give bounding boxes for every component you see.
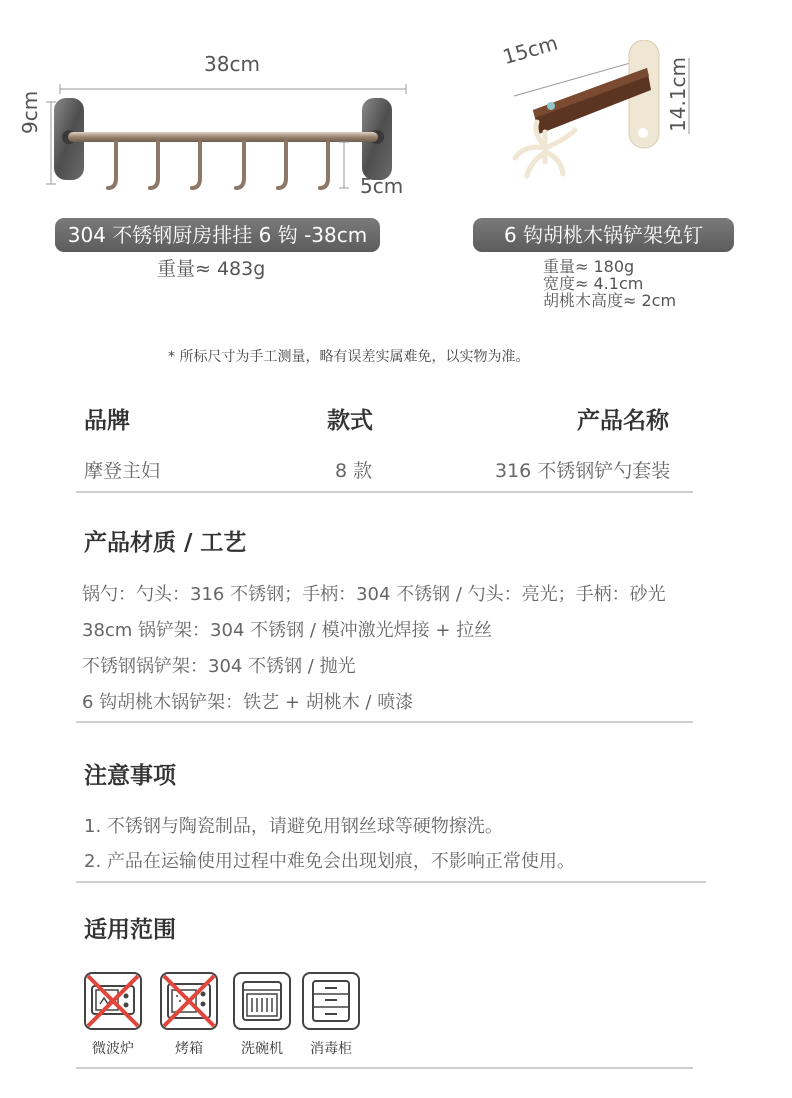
notice-section-title: 注意事项 bbox=[84, 763, 176, 789]
usage-divider bbox=[76, 1067, 693, 1069]
notice-line-2: 2. 产品在运输使用过程中难免会出现划痕，不影响正常使用。 bbox=[84, 851, 575, 872]
rail-weight: 重量≈ 483g bbox=[157, 258, 266, 280]
material-line-walnut-rack: 6 钩胡桃木锅铲架：铁艺 + 胡桃木 / 喷漆 bbox=[82, 692, 414, 713]
table-header-brand: 品牌 bbox=[84, 408, 130, 434]
sterilizer-cabinet-icon bbox=[302, 972, 360, 1030]
walnut-product-image bbox=[505, 40, 675, 190]
material-line-ladle: 锅勺：勺头：316 不锈钢；手柄：304 不锈钢 / 勺头：亮光；手柄：砂光 bbox=[82, 584, 666, 605]
walnut-spec-width: 宽度≈ 4.1cm bbox=[543, 274, 644, 293]
walnut-height-dimension-line bbox=[684, 56, 694, 136]
notice-line-1: 1. 不锈钢与陶瓷制品，请避免用钢丝球等硬物擦洗。 bbox=[84, 816, 503, 837]
rail-product-image bbox=[54, 96, 404, 196]
rail-hook-label: 5cm bbox=[360, 174, 404, 198]
walnut-spec-wood-height: 胡桃木高度≈ 2cm bbox=[543, 291, 677, 310]
walnut-length-label: 15cm bbox=[500, 30, 561, 70]
dishwasher-icon bbox=[233, 972, 291, 1030]
rail-width-dimension-line bbox=[58, 84, 408, 94]
walnut-product-title: 6 钩胡桃木锅铲架免钉 bbox=[473, 218, 734, 252]
usage-label-oven: 烤箱 bbox=[175, 1041, 203, 1057]
usage-label-microwave: 微波炉 bbox=[92, 1041, 134, 1057]
table-header-product-name: 产品名称 bbox=[577, 408, 669, 434]
rail-width-label: 38cm bbox=[204, 52, 260, 76]
rail-product-figure bbox=[20, 40, 420, 210]
material-divider bbox=[76, 721, 693, 723]
table-cell-style: 8 款 bbox=[335, 460, 373, 482]
usage-label-dishwasher: 洗碗机 bbox=[241, 1041, 283, 1057]
microwave-icon bbox=[84, 972, 142, 1030]
material-line-38cm-rack: 38cm 锅铲架：304 不锈钢 / 模冲激光焊接 + 拉丝 bbox=[82, 620, 493, 641]
walnut-specs bbox=[543, 258, 676, 309]
measurement-note: * 所标尺寸为手工测量，略有误差实属难免，以实物为准。 bbox=[168, 349, 530, 365]
table-divider bbox=[76, 491, 693, 493]
oven-icon bbox=[160, 972, 218, 1030]
table-cell-product-name: 316 不锈钢铲勺套装 bbox=[495, 460, 671, 482]
rail-height-label: 9cm bbox=[18, 90, 42, 134]
material-section-title: 产品材质 / 工艺 bbox=[84, 530, 247, 556]
walnut-height-label: 14.1cm bbox=[666, 56, 690, 132]
table-cell-brand: 摩登主妇 bbox=[84, 460, 161, 482]
usage-section-title: 适用范围 bbox=[84, 917, 176, 943]
walnut-spec-weight: 重量≈ 180g bbox=[543, 257, 635, 276]
material-line-steel-rack: 不锈钢锅铲架：304 不锈钢 / 抛光 bbox=[82, 656, 356, 677]
usage-label-sterilizer-cabinet: 消毒柜 bbox=[310, 1041, 352, 1057]
notice-divider bbox=[76, 881, 706, 883]
rail-product-title: 304 不锈钢厨房排挂 6 钩 -38cm bbox=[55, 218, 380, 252]
table-header-style: 款式 bbox=[327, 408, 373, 434]
rail-hook-dimension-line bbox=[338, 140, 350, 190]
